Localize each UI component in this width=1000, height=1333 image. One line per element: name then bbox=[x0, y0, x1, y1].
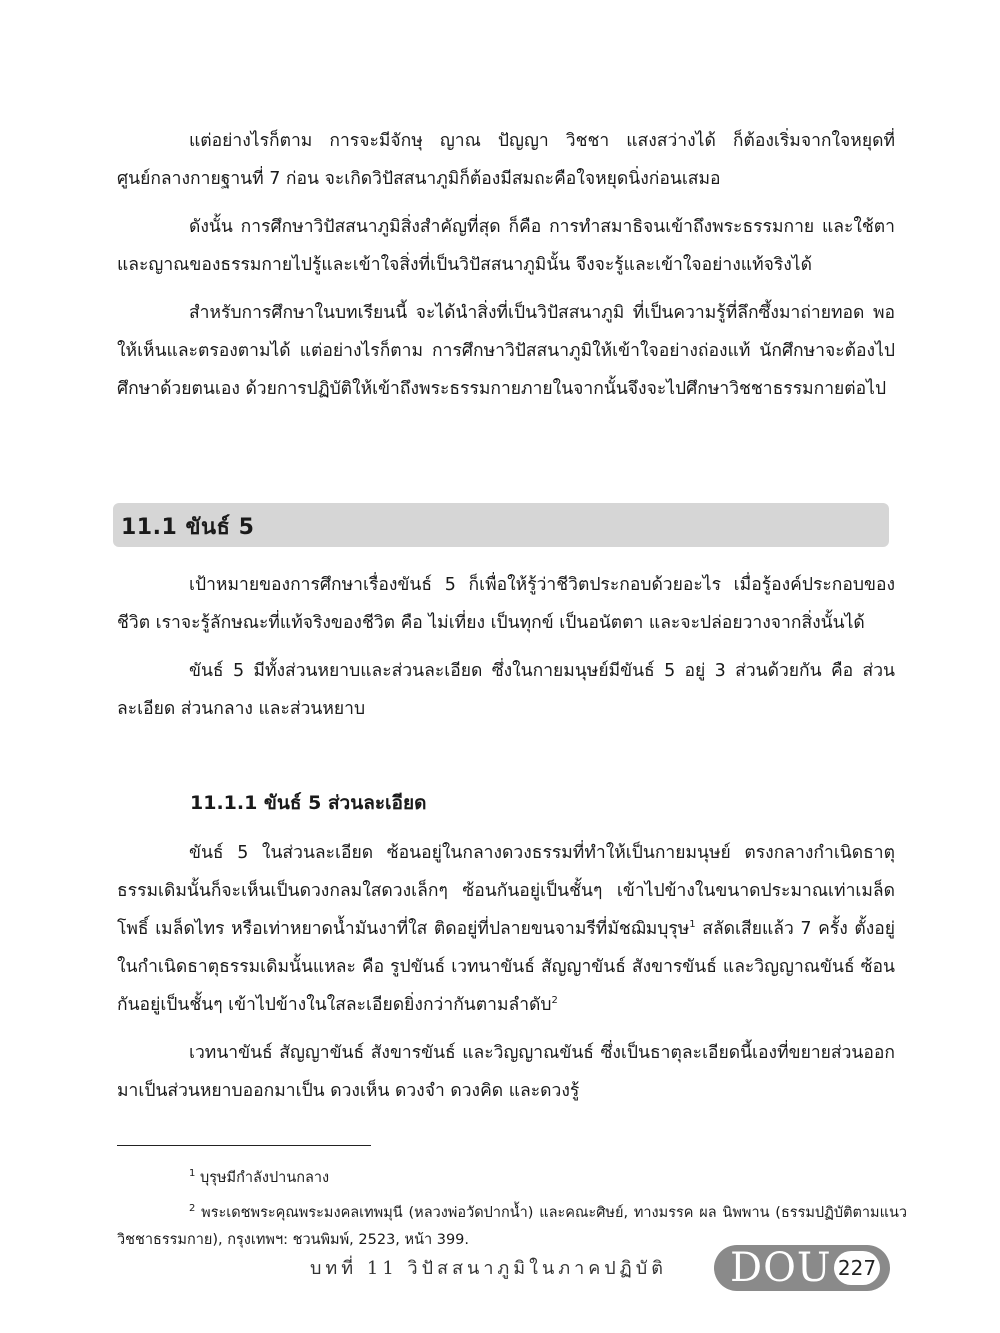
page-number: 227 bbox=[834, 1251, 880, 1285]
intro-paragraph-2: ดังนั้น การศึกษาวิปัสสนาภูมิสิ่งสำคัญที่สุด ก็คือ การทำสมาธิจนเข้าถึงพระธรรมกาย และใช้ตาและญาณของธรรมกายไปรู้และเข้าใจสิ่งที่เป็นวิปัสสนาภูมินั้น จึงจะรู้และเข้าใจอย่างแท้จริงได้ bbox=[117, 217, 895, 275]
footnote-1 bbox=[189, 1165, 329, 1192]
footnote-1-text: บุรุษมีกำลังปานกลาง bbox=[195, 1170, 330, 1186]
subsection-text bbox=[117, 834, 895, 1120]
section-paragraph-1: เป้าหมายของการศึกษาเรื่องขันธ์ 5 ก็เพื่อให้รู้ว่าชีวิตประกอบด้วยอะไร เมื่อรู้องค์ประกอบของชีวิต เราจะรู้ลักษณะที่แท้จริงของชีวิต คือ ไม่เที่ยง เป็นทุกข์ เป็นอนัตตา และจะปล่อยวางจากสิ่งนั้นได้ bbox=[117, 575, 895, 633]
footnote-divider bbox=[117, 1145, 371, 1146]
footnote-2-number: 2 bbox=[189, 1203, 196, 1215]
footnote-2-text: พระเดชพระคุณพระมงคลเทพมุนี (หลวงพ่อวัดปากน้ำ) และคณะศิษย์, ทางมรรค ผล นิพพาน (ธรรมปฏิบัติตามแนววิชชาธรรมกาย), กรุงเทพฯ: ชวนพิมพ์, 2523, หน้า 399. bbox=[117, 1205, 907, 1248]
intro-text bbox=[117, 122, 895, 418]
subsection-paragraph-2: เวทนาขันธ์ สัญญาขันธ์ สังขารขันธ์ และวิญญาณขันธ์ ซึ่งเป็นธาตุละเอียดนี้เองที่ขยายส่วนออกมาเป็นส่วนหยาบออกมาเป็น ดวงเห็น ดวงจำ ดวงคิด และดวงรู้ bbox=[117, 1043, 895, 1101]
intro-paragraph-1: แต่อย่างไรก็ตาม การจะมีจักษุ ญาณ ปัญญา วิชชา แสงสว่างได้ ก็ต้องเริ่มจากใจหยุดที่ศูนย์กลางกายฐานที่ 7 ก่อน จะเกิดวิปัสสนาภูมิก็ต้องมีสมถะคือใจหยุดนิ่งก่อนเสมอ bbox=[117, 131, 895, 189]
dou-badge bbox=[714, 1245, 890, 1291]
section-title: 11.1 ขันธ์ 5 bbox=[121, 515, 255, 540]
subsection-paragraph-1 bbox=[117, 834, 895, 1024]
subsection-paragraph-1-part-b: สลัดเสียแล้ว 7 ครั้ง ตั้งอยู่ในกำเนิดธาตุธรรมเดิมนั้นแหละ คือ รูปขันธ์ เวทนาขันธ์ สัญญาขันธ์ สังขารขันธ์ และวิญญาณขันธ์ ซ้อนกันอยู่เป็นชั้นๆ เข้าไปข้างในใสละเอียดยิ่งกว่ากันตามลำดับ bbox=[117, 919, 896, 1015]
subsection-title: 11.1.1 ขันธ์ 5 ส่วนละเอียด bbox=[190, 792, 427, 814]
footer-chapter-title: บทที่ 11 วิปัสสนาภูมิในภาคปฏิบัติ bbox=[310, 1258, 667, 1279]
footnote-1-number: 1 bbox=[189, 1168, 196, 1180]
footnote-ref-1[interactable]: 1 bbox=[689, 919, 696, 931]
section-text bbox=[117, 566, 895, 738]
footnote-ref-2[interactable]: 2 bbox=[551, 995, 558, 1007]
intro-paragraph-3: สำหรับการศึกษาในบทเรียนนี้ จะได้นำสิ่งที่เป็นวิปัสสนาภูมิ ที่เป็นความรู้ที่ลึกซึ้งมาถ่ายทอด พอให้เห็นและตรองตามได้ แต่อย่างไรก็ตาม การศึกษาวิปัสสนาภูมิให้เข้าใจอย่างถ่องแท้ นักศึกษาจะต้องไปศึกษาด้วยตนเอง ด้วยการปฏิบัติให้เข้าถึงพระธรรมกายภายในจากนั้นจึงจะไปศึกษาวิชชาธรรมกายต่อไป bbox=[117, 303, 895, 399]
section-heading-bar bbox=[113, 503, 889, 547]
dou-logo: DOU bbox=[730, 1245, 832, 1291]
subsection-paragraph-1-part-a: ขันธ์ 5 ในส่วนละเอียด ซ้อนอยู่ในกลางดวงธรรมที่ทำให้เป็นกายมนุษย์ ตรงกลางกำเนิดธาตุธรรมเดิมนั้นก็จะเห็นเป็นดวงกลมใสดวงเล็กๆ ซ้อนกันอยู่เป็นชั้นๆ เข้าไปข้างในขนาดประมาณเท่าเมล็ดโพธิ์ เมล็ดไทร หรือเท่าหยาดน้ำมันงาที่ใส ติดอยู่ที่ปลายขนจามรีที่มัชฌิมบุรุษ bbox=[117, 843, 895, 939]
section-paragraph-2: ขันธ์ 5 มีทั้งส่วนหยาบและส่วนละเอียด ซึ่งในกายมนุษย์มีขันธ์ 5 อยู่ 3 ส่วนด้วยกัน คือ ส่วนละเอียด ส่วนกลาง และส่วนหยาบ bbox=[117, 661, 895, 719]
